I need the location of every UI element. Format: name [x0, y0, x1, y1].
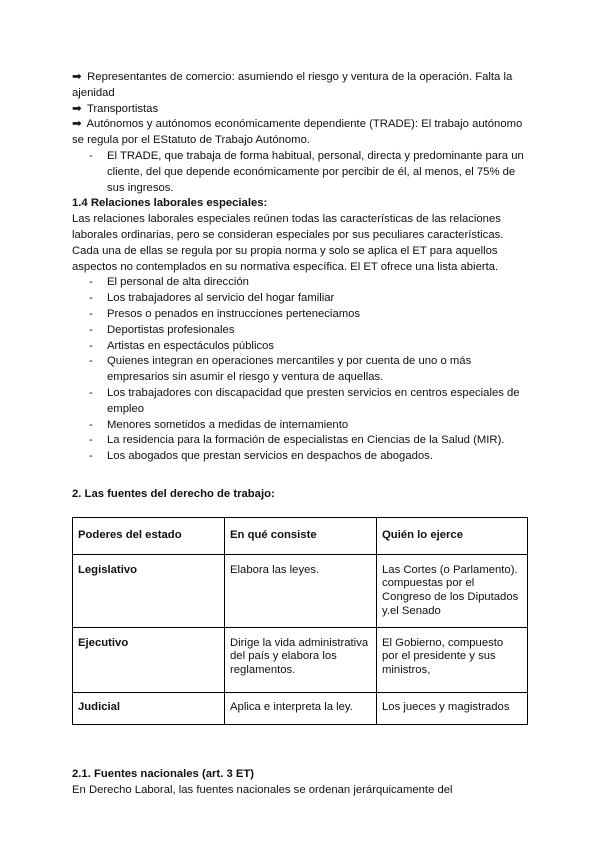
list-item: - Menores sometidos a medidas de internamiento	[72, 418, 532, 434]
arrow-icon: ➡	[72, 71, 82, 83]
table-cell: Ejecutivo	[73, 627, 225, 692]
table-cell: Legislativo	[73, 554, 225, 627]
list-item: - El personal de alta dirección	[72, 275, 532, 291]
list-item: - Los abogados que prestan servicios en despachos de abogados.	[72, 449, 532, 465]
powers-table	[72, 517, 528, 725]
list-item: - Presos o penados en instrucciones perteneciamos	[72, 307, 532, 323]
document-page	[72, 70, 532, 798]
section-intro-1-4: Las relaciones laborales especiales reúnen todas las características de las relaciones laborales ordinarias, pero se consideran especiales por sus peculiares características. Cada una de ellas se regula por su propia norma y solo se aplica el ET para aquellos aspectos no contemplados en su normativa específica. El ET ofrece una lista abierta.	[72, 213, 504, 273]
table-cell: El Gobierno, compuesto por el presidente y sus ministros,	[377, 627, 528, 692]
table-cell: Dirige la vida administrativa del país y elabora los reglamentos.	[225, 627, 377, 692]
bullet-text: Transportistas	[86, 102, 159, 115]
section-text-2-1: En Derecho Laboral, las fuentes nacionales se ordenan jerárquicamente del	[72, 783, 453, 796]
bullet-text: Representantes de comercio: asumiendo el riesgo y ventura de la operación. Falta la ajenidad	[72, 71, 513, 99]
table-header-row	[73, 517, 528, 554]
arrow-icon: ➡	[72, 102, 82, 115]
trade-note-list	[72, 149, 532, 196]
arrow-icon: ➡	[72, 118, 82, 131]
bullet-representantes	[72, 70, 532, 102]
list-item: - Artistas en espectáculos públicos	[72, 339, 532, 355]
section-heading-2: 2. Las fuentes del derecho de trabajo:	[72, 487, 275, 500]
section-heading-1-4: 1.4 Relaciones laborales especiales:	[72, 197, 268, 210]
section-heading-2-1: 2.1. Fuentes nacionales (art. 3 ET)	[72, 767, 255, 780]
list-item: - Quienes integran en operaciones mercantiles y por cuenta de uno o más empresarios sin asumir el riesgo y ventura de aquellas.	[72, 354, 532, 386]
table-header: Quién lo ejerce	[377, 517, 528, 554]
table-header: En qué consiste	[225, 517, 377, 554]
bullet-autonomos	[72, 117, 532, 149]
bullet-transportistas	[72, 102, 532, 118]
special-relations-list	[72, 275, 532, 465]
list-item: - Los trabajadores al servicio del hogar familiar	[72, 291, 532, 307]
trade-note: - El TRADE, que trabaja de forma habitual, personal, directa y predominante para un cliente, del que depende económicamente por percibir de él, al menos, el 75% de sus ingresos.	[72, 149, 532, 196]
table-cell: Las Cortes (o Parlamento). compuestas por el Congreso de los Diputados y.el Senado	[377, 554, 528, 627]
table-cell: Elabora las leyes.	[225, 554, 377, 627]
bullet-text: Autónomos y autónomos económicamente dependiente (TRADE): El trabajo autónomo se regula por el EStatuto de Trabajo Autónomo.	[72, 118, 523, 147]
list-item: - Los trabajadores con discapacidad que presten servicios en centros especiales de empleo	[72, 386, 532, 418]
table-cell: Los jueces y magistrados	[377, 692, 528, 724]
table-cell: Judicial	[73, 692, 225, 724]
table-row	[73, 692, 528, 724]
table-cell: Aplica e interpreta la ley.	[225, 692, 377, 724]
table-row	[73, 554, 528, 627]
list-item: - Deportistas profesionales	[72, 323, 532, 339]
table-header: Poderes del estado	[73, 517, 225, 554]
table-row	[73, 627, 528, 692]
list-item: - La residencia para la formación de especialistas en Ciencias de la Salud (MIR).	[72, 433, 532, 449]
